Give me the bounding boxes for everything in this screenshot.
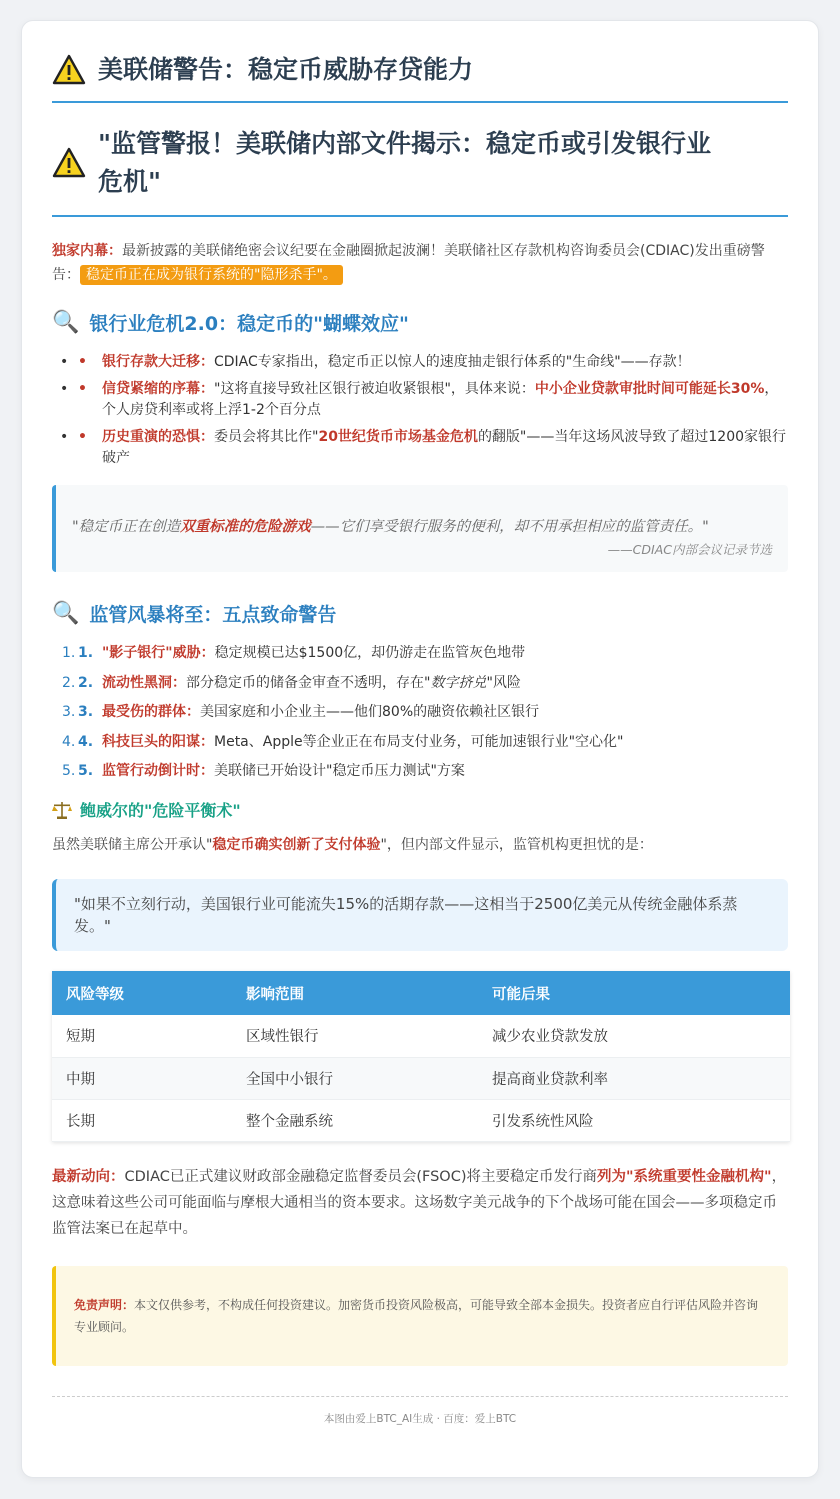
item-label: 监管行动倒计时： [102, 763, 214, 779]
section1-list [52, 352, 788, 469]
section1-title: 银行业危机2.0：稳定币的"蝴蝶效应" [89, 313, 409, 335]
intro-label: 独家内幕： [52, 243, 122, 259]
item-number-bold: 4. [78, 733, 94, 750]
list-item [52, 379, 788, 421]
page-title [52, 21, 788, 103]
section2-title: 监管风暴将至：五点致命警告 [89, 604, 337, 626]
bullet: • [78, 429, 87, 445]
bullet: • [60, 429, 69, 445]
table-cell: 整个金融系统 [232, 1099, 478, 1141]
list-item [52, 427, 788, 469]
item-emphasis: 20世纪货币市场基金危机 [318, 429, 478, 445]
magnifier-icon: 🔍 [52, 309, 80, 335]
item-label: "影子银行"威胁： [102, 645, 215, 661]
item-em: 数字挤兑 [430, 674, 487, 691]
warning-icon [52, 53, 86, 87]
table-cell: 中期 [52, 1057, 232, 1099]
section3-heading [52, 798, 788, 821]
item-text: 部分稳定币的储备金审查不透明，存在" [186, 674, 431, 691]
magnifier-icon: 🔍 [52, 600, 80, 626]
section3-title: 鲍威尔的"危险平衡术" [80, 801, 241, 820]
table-cell: 提高商业贷款利率 [478, 1057, 790, 1099]
footer [52, 1396, 788, 1426]
disclaimer-text: 本文仅供参考，不构成任何投资建议。加密货币投资风险极高，可能导致全部本金损失。投资者应自行评估风险并咨询专业顾问。 [74, 1297, 759, 1334]
item-label: 科技巨头的阳谋： [102, 733, 214, 750]
intro-paragraph [52, 239, 788, 287]
item-number: 3. [62, 704, 76, 720]
bullet: • [60, 381, 69, 397]
item-label: 最受伤的群体： [102, 704, 200, 720]
column-header: 影响范围 [232, 971, 478, 1015]
table-cell: 全国中小银行 [232, 1057, 478, 1099]
headline-line-1: "监管警报！美联储内部文件揭示：稳定币或引发银行业 [98, 129, 712, 158]
item-text: 稳定规模已达$1500亿，却仍游走在监管灰色地带 [214, 645, 526, 661]
latest-paragraph [52, 1164, 788, 1242]
quote-source: ——CDIAC内部会议记录节选 [607, 542, 772, 557]
table-cell: 长期 [52, 1099, 232, 1141]
risk-table [52, 971, 790, 1142]
item-label: 历史重演的恐惧： [102, 429, 214, 445]
item-text: "这将直接导致社区银行被迫收紧银根"，具体来说： [214, 381, 535, 397]
list-item [52, 732, 788, 753]
headline-line-2: 危机" [98, 167, 162, 196]
scales-icon [52, 800, 72, 820]
quote-pre: "稳定币正在创造 [72, 519, 181, 535]
section2-heading [52, 600, 788, 627]
item-label: 银行存款大迁移： [102, 354, 214, 370]
table-cell: 区域性银行 [232, 1015, 478, 1057]
item-emphasis: 中小企业贷款审批时间可能延长30% [534, 381, 765, 397]
latest-emphasis: 列为"系统重要性金融机构" [597, 1168, 772, 1185]
latest-label: 最新动向： [52, 1168, 125, 1185]
article-card [21, 20, 819, 1478]
item-text-tail: "风险 [486, 674, 521, 691]
warning-icon [52, 146, 86, 180]
item-number: 5. [62, 763, 76, 779]
item-text-tail: 的翻版"——当年这场风波导致了超过1200家银行破产 [102, 429, 787, 466]
column-header: 风险等级 [52, 971, 232, 1015]
item-number: 4. [62, 733, 76, 750]
list-item [52, 643, 788, 664]
quote-text: "如果不立刻行动，美国银行业可能流失15%的活期存款——这相当于2500亿美元从传统金融体系蒸发。" [74, 895, 738, 935]
item-number-bold: 1. [78, 645, 94, 661]
title-text: 美联储警告：稳定币威胁存贷能力 [98, 55, 474, 84]
latest-text: CDIAC已正式建议财政部金融稳定监督委员会(FSOC)将主要稳定币发行商 [124, 1168, 597, 1185]
list-item [52, 352, 788, 373]
item-number: 2. [62, 674, 76, 691]
para-text: 虽然美联储主席公开承认" [52, 837, 213, 853]
para-emphasis: 稳定币确实创新了支付体验 [212, 837, 381, 853]
list-item [52, 702, 788, 723]
quote-text [72, 515, 772, 536]
item-text: 美联储已开始设计"稳定币压力测试"方案 [214, 763, 465, 779]
column-header: 可能后果 [478, 971, 790, 1015]
item-text: 委员会将其比作" [214, 429, 319, 445]
item-number-bold: 3. [78, 704, 94, 720]
list-item [52, 761, 788, 782]
table-row [52, 1015, 790, 1057]
table-cell: 减少农业贷款发放 [478, 1015, 790, 1057]
table-cell: 引发系统性风险 [478, 1099, 790, 1141]
disclaimer-box [52, 1266, 788, 1366]
section3-paragraph [52, 833, 788, 857]
para-text-tail: "，但内部文件显示，监管机构更担忧的是： [380, 837, 653, 853]
table-header-row [52, 971, 790, 1015]
deposit-quote [52, 879, 788, 951]
cdiac-quote [52, 485, 788, 572]
quote-emphasis: 双重标准的危险游戏 [180, 519, 311, 535]
table-cell: 短期 [52, 1015, 232, 1057]
table-row [52, 1057, 790, 1099]
bullet: • [78, 381, 87, 397]
latest-text-tail: ，这意味着这些公司可能面临与摩根大通相当的资本要求。这场数字美元战争的下个战场可能在国会——多项稳定币监管法案已在起草中。 [52, 1168, 787, 1237]
table-row [52, 1099, 790, 1141]
item-number-bold: 5. [78, 763, 94, 779]
item-label: 信贷紧缩的序幕： [102, 381, 214, 397]
bullet: • [78, 354, 87, 370]
headline [52, 103, 788, 217]
item-number: 1. [62, 645, 76, 661]
footer-text: 本图由爱上BTC_AI生成 · 百度：爱上BTC [323, 1412, 517, 1425]
warning-list [52, 643, 788, 782]
disclaimer-label: 免责声明： [74, 1297, 135, 1312]
item-text: CDIAC专家指出，稳定币正以惊人的速度抽走银行体系的"生命线"——存款！ [214, 354, 691, 370]
item-label: 流动性黑洞： [102, 674, 186, 691]
list-item [52, 673, 788, 694]
bullet: • [60, 354, 69, 370]
item-text-tail: ，个人房贷利率或将上浮1-2个百分点 [102, 381, 779, 418]
item-number-bold: 2. [78, 674, 94, 691]
intro-text: 最新披露的美联储绝密会议纪要在金融圈掀起波澜！美联储社区存款机构咨询委员会(CDIAC)发出重磅警告： [52, 243, 765, 283]
quote-post: ——它们享受银行服务的便利，却不用承担相应的监管责任。" [310, 519, 709, 535]
item-text: Meta、Apple等企业正在布局支付业务，可能加速银行业"空心化" [214, 733, 624, 750]
item-text: 美国家庭和小企业主——他们80%的融资依赖社区银行 [200, 704, 540, 720]
intro-highlight: 稳定币正在成为银行系统的"隐形杀手"。 [80, 265, 343, 285]
section1-heading [52, 309, 788, 336]
